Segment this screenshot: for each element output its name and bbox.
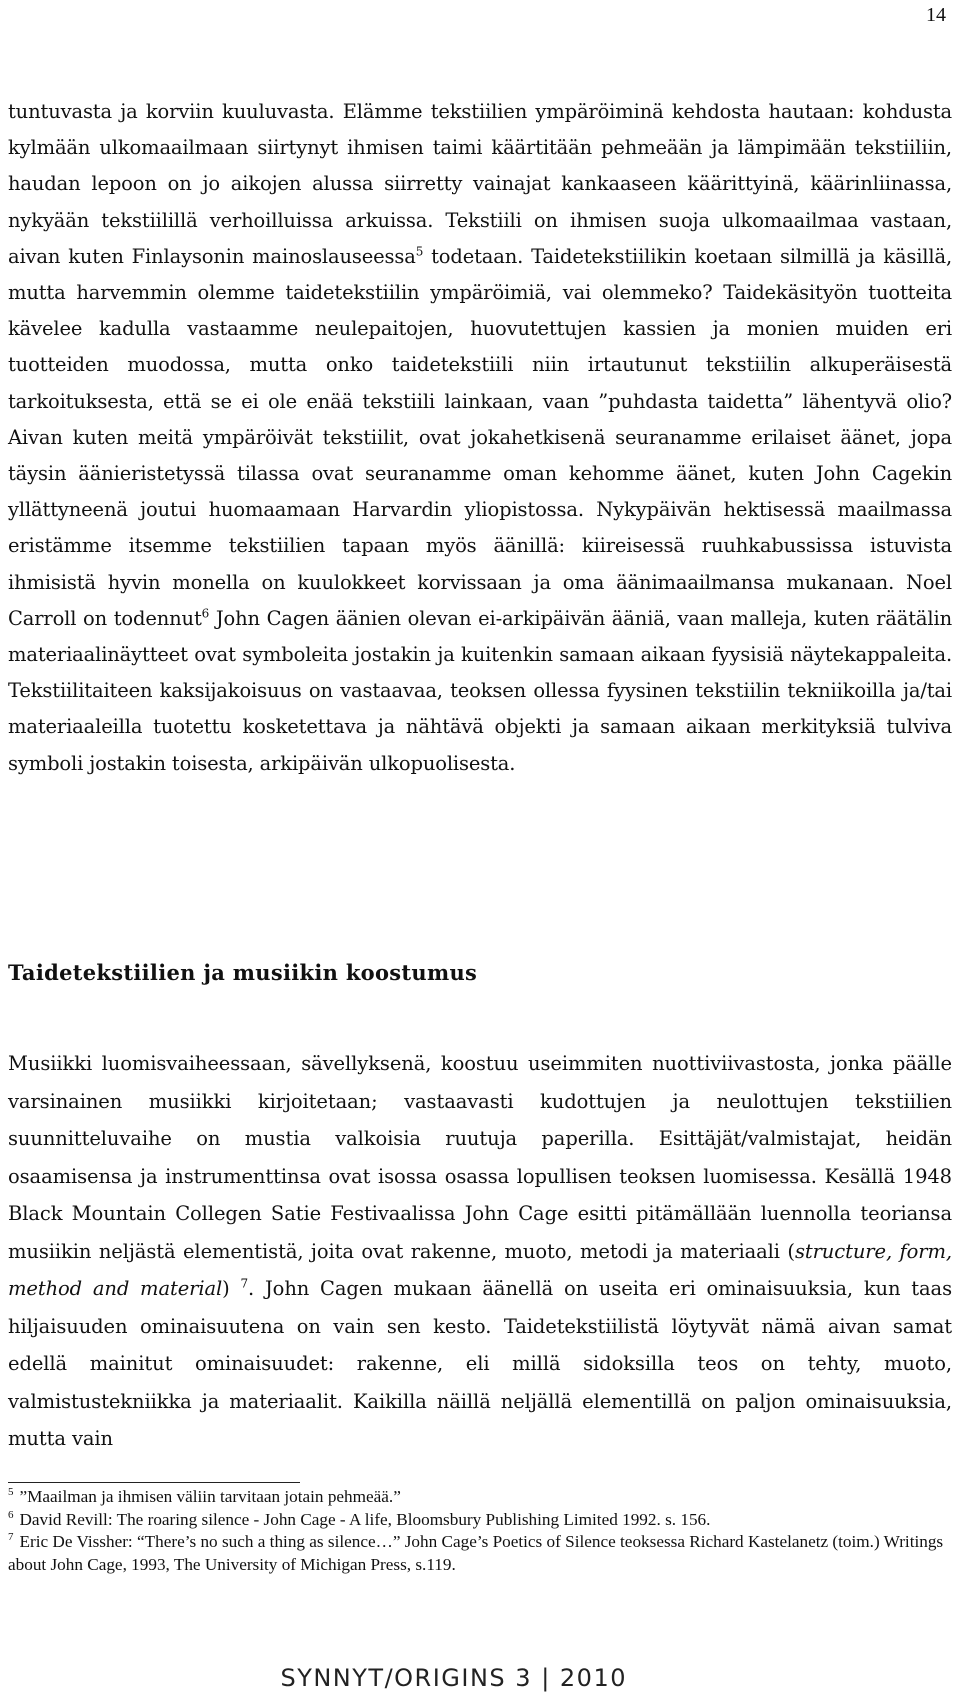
footnote-5 [8,1486,948,1509]
footnote-ref-5[interactable]: 5 [415,244,424,259]
footnote-text: ”Maailman ja ihmisen väliin tarvitaan jotain pehmeää.” [19,1487,401,1506]
paragraph-text [8,94,952,782]
section-heading: Taidetekstiilien ja musiikin koostumus [8,960,478,985]
footnote-text: Eric De Vissher: “There’s no such a thing as silence…” John Cage’s Poetics of Silence teoksessa Richard Kastelanetz (toim.) Writings about John Cage, 1993, The University of Michigan Press, s.119. [8,1532,944,1574]
paragraph-2-italic-terms: structure, form, method and material [8,1239,952,1300]
footnote-divider [8,1482,300,1483]
footnotes [8,1486,948,1576]
paragraph-2-part-c: . John Cagen mukaan äänellä on useita eri ominaisuuksia, kun taas hiljaisuuden ominaisuutena on vain sen kesto. Taidetekstiilistä löytyvät nämä aivan samat edellä mainitut ominaisuudet: rakenne, eli millä sidoksilla teos on tehty, muoto, valmistustekniikka ja materiaalit. Kaikilla näillä neljällä elementillä on paljon ominaisuuksia, mutta vain [8,1277,952,1450]
footnote-ref-6[interactable]: 6 [201,606,210,621]
body-paragraph-1 [8,94,952,782]
footnote-text: David Revill: The roaring silence - John Cage - A life, Bloomsbury Publishing Limited 1992. s. 156. [19,1509,711,1529]
footnote-number: 7 [8,1531,14,1544]
paragraph-1-part-a: tuntuvasta ja korviin kuuluvasta. Elämme tekstiilien ympäröiminä kehdosta hautaan: kohdusta kylmään ulkomaailmaan siirtynyt ihmisen taimi käärtitään pehmeään ja lämpimään tekstiiliin, haudan lepoon on jo aikojen alussa siirretty vainajat kankaaseen käärittyinä, käärinliinassa, nykyään tekstiilillä verhoilluissa arkuissa. Tekstiili on ihmisen suoja ulkomaailmaa vastaan, aivan kuten Finlaysonin mainoslauseessa [8,100,952,268]
paragraph-2-part-a: Musiikki luomisvaiheessaan, sävellyksenä, koostuu useimmiten nuottiviivastosta, jonka päälle varsinainen musiikki kirjoitetaan; vastaavasti kudottujen ja neulottujen tekstiilien suunnitteluvaihe on mustia valkoisia ruutuja paperilla. Esittäjät/valmistajat, heidän osaamisensa ja instrumenttinsa ovat isossa osassa lopullisen teoksen luomisessa. Kesällä 1948 Black Mountain Collegen Satie Festivaalissa John Cage esitti pitämällään luennolla teoriansa musiikin neljästä elementistä, joita ovat rakenne, muoto, metodi ja materiaali ( [8,1052,952,1263]
paragraph-text [8,1045,952,1458]
page-number: 14 [926,4,946,26]
footnote-number: 6 [8,1508,14,1521]
footnote-7 [8,1531,948,1576]
paragraph-1-part-b: todetaan. Taidetekstiilikin koetaan silmillä ja käsillä, mutta harvemmin olemme taidetekstiilin ympäröimiä, vai olemmeko? Taidekäsityön tuotteita kävelee kadulla vastaamme neulepaitojen, huovutettujen kassien ja monien muiden eri tuotteiden muodossa, mutta onko taidetekstiili niin irtautunut tekstiilin alkuperäisestä tarkoituksesta, että se ei ole enää tekstiili lainkaan, vaan ”puhdasta taidetta” lähentyvä olio? Aivan kuten meitä ympäröivät tekstiilit, ovat jokahetkisenä seuranamme erilaiset äänet, jopa täysin äänieristetyssä tilassa ovat seuranamme oman kehomme äänet, kuten John Cagekin yllättyneenä joutui huomaamaan Harvardin yliopistossa. Nykypäivän hektisessä maailmassa eristämme itsemme tekstiilien tapaan myös äänillä: kiireisessä ruuhkabussissa istuvista ihmisistä hyvin monella on kuulokkeet korvissaan ja oma äänimaailmansa mukanaan. Noel Carroll on todennut [8,244,952,630]
paragraph-2-part-b: ) [222,1277,241,1300]
body-paragraph-2 [8,1045,952,1458]
footnote-number: 5 [8,1486,14,1499]
page-footer: SYNNYT/ORIGINS 3 | 2010 [280,1664,627,1692]
paragraph-1-part-c: John Cagen äänien olevan ei-arkipäivän ääniä, vaan malleja, kuten räätälin materiaalinäytteet ovat symboleita jostakin ja kuitenkin samaan aikaan fyysisiä näytekappaleita. Tekstiilitaiteen kaksijakoisuus on vastaavaa, teoksen ollessa fyysinen tekstiilin tekniikoilla ja/tai materiaaleilla tuotettu kosketettava ja nähtävä objekti ja samaan aikaan merkityksiä tulviva symboli jostakin toisesta, arkipäivän ulkopuolisesta. [8,606,952,775]
footnote-ref-7[interactable]: 7 [240,1276,249,1291]
footnote-6 [8,1509,948,1532]
